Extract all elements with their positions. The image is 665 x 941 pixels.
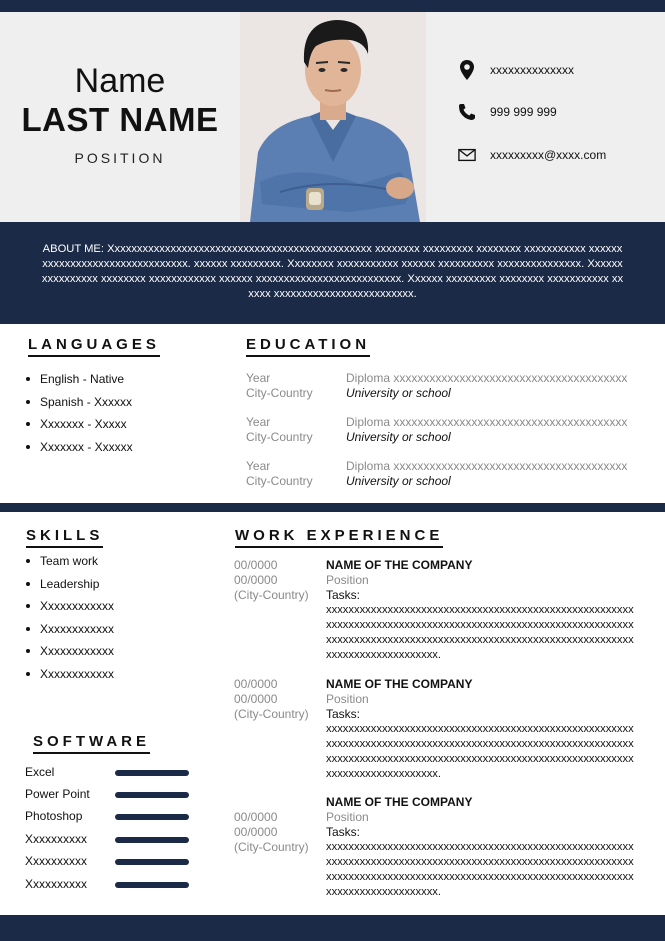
bottom-bar [0,915,665,941]
section-divider [0,503,665,512]
skills-list [24,553,204,688]
job-tasks-text: xxxxxxxxxxxxxxxxxxxxxxxxxxxxxxxxxxxxxxxxxxxxxxxxxxxxxxxxxxxxxxxxxxxxxxxxxxxxxxxxxxxxxxxxxxxxxxxxxxxxxxxxxxxxxxxxxxxxxxxxxxxxxxxxxxxxxxxxxxxxxxxxxxxxxxxxxxxxxxxxxxxxxxxxxxxxxxxxxxxxxxxxx. [326,841,634,898]
position-title: POSITION [74,150,166,166]
contact-email [458,146,658,164]
map-pin-icon [458,61,476,79]
languages-list [24,371,204,461]
list-item: Xxxxxxxxxxxx [24,621,204,644]
software-row [25,808,195,830]
software-row [25,853,195,875]
job-position: Position [326,692,369,706]
languages-title: LANGUAGES [28,336,160,357]
edu-diploma: Diploma xxxxxxxxxxxxxxxxxxxxxxxxxxxxxxxxxxxxxxx [346,459,628,473]
software-label: Photoshop [25,809,83,823]
edu-year: Year [246,415,271,429]
software-level-bar [115,814,189,820]
job-end: 00/0000 [234,573,278,587]
edu-year: Year [246,371,271,385]
list-item: English - Native [24,371,204,394]
job-company: NAME OF THE COMPANY [326,677,473,691]
software-row [25,786,195,808]
edu-school: University or school [346,386,451,400]
software-level-bar [115,770,189,776]
top-bar [0,0,665,12]
software-label: Xxxxxxxxxx [25,854,88,868]
phone-icon [458,103,476,121]
job-tasks-label: Tasks: [326,825,361,839]
software-label: Xxxxxxxxxx [25,832,88,846]
name-block [0,62,240,166]
job-tasks-text: xxxxxxxxxxxxxxxxxxxxxxxxxxxxxxxxxxxxxxxxxxxxxxxxxxxxxxxxxxxxxxxxxxxxxxxxxxxxxxxxxxxxxxxxxxxxxxxxxxxxxxxxxxxxxxxxxxxxxxxxxxxxxxxxxxxxxxxxxxxxxxxxxxxxxxxxxxxxxxxxxxxxxxxxxxxxxxxxxxxxxxxxx. [326,604,634,661]
list-item: Xxxxxxxxxxxx [24,666,204,689]
software-label: Excel [25,765,55,779]
contact-phone [458,103,658,121]
first-name: Name [74,62,166,100]
education-title: EDUCATION [246,336,370,357]
job-position: Position [326,573,369,587]
skills-title: SKILLS [26,527,103,548]
about-section [0,222,665,324]
job-location: (City-Country) [234,707,309,721]
job-tasks-text: xxxxxxxxxxxxxxxxxxxxxxxxxxxxxxxxxxxxxxxxxxxxxxxxxxxxxxxxxxxxxxxxxxxxxxxxxxxxxxxxxxxxxxxxxxxxxxxxxxxxxxxxxxxxxxxxxxxxxxxxxxxxxxxxxxxxxxxxxxxxxxxxxxxxxxxxxxxxxxxxxxxxxxxxxxxxxxxxxxxxxxxxx. [326,723,634,780]
software-row [25,876,195,898]
edu-school: University or school [346,474,451,488]
software-row [25,764,195,786]
software-level-bar [115,882,189,888]
job-start: 00/0000 [234,558,278,572]
list-item: Team work [24,553,204,576]
edu-location: City-Country [246,386,313,400]
edu-diploma: Diploma xxxxxxxxxxxxxxxxxxxxxxxxxxxxxxxxxxxxxxx [346,415,628,429]
job-company: NAME OF THE COMPANY [326,795,473,809]
software-level-bar [115,792,189,798]
list-item: Leadership [24,576,204,599]
list-item: Xxxxxxx - Xxxxxx [24,439,204,462]
job-end: 00/0000 [234,692,278,706]
job-location: (City-Country) [234,840,309,854]
edu-diploma: Diploma xxxxxxxxxxxxxxxxxxxxxxxxxxxxxxxxxxxxxxx [346,371,628,385]
edu-location: City-Country [246,474,313,488]
software-level-bar [115,859,189,865]
software-label: Xxxxxxxxxx [25,877,88,891]
job-tasks-label: Tasks: [326,707,361,721]
software-title: SOFTWARE [33,733,150,754]
edu-year: Year [246,459,271,473]
software-level-bar [115,837,189,843]
email-text: xxxxxxxxx@xxxx.com [490,148,607,162]
work-experience-title: WORK EXPERIENCE [235,527,443,548]
list-item: Xxxxxxx - Xxxxx [24,416,204,439]
software-label: Power Point [25,787,90,801]
address-text: xxxxxxxxxxxxxx [490,63,574,77]
list-item: Xxxxxxxxxxxx [24,643,204,666]
edu-school: University or school [346,430,451,444]
software-row [25,831,195,853]
list-item: Xxxxxxxxxxxx [24,598,204,621]
contact-address [458,61,658,79]
job-location: (City-Country) [234,588,309,602]
job-start: 00/0000 [234,810,278,824]
list-item: Spanish - Xxxxxx [24,394,204,417]
about-text: ABOUT ME: Xxxxxxxxxxxxxxxxxxxxxxxxxxxxxxxxxxxxxxxxxxxxxxx xxxxxxxx xxxxxxxxx xxxxxxxx xxxxxxxxxxx xxxxxx xxxxxxxxxxxxxxxxxxxxxxxxxx. xxxxxx xxxxxxxxx. Xxxxxxxx xxxxxxxxxxx xxxxxx xxxxxxxxxx xxxxxxxxxxxxxxx. Xxxxxx xxxxxxxxxx xxxxxxxx xxxxxxxxxxxx xxxxxx xxxxxxxxxxxxxxxxxxxxxxxxxx. Xxxxxx xxxxxxxxx xxxxxxxx xxxxxxxxxxx xxxxxx xxxxxxxxxxxxxxxxxxxxxxxxx. [41,243,624,300]
edu-location: City-Country [246,430,313,444]
envelope-icon [458,146,476,164]
phone-text: 999 999 999 [490,105,557,119]
job-company: NAME OF THE COMPANY [326,558,473,572]
job-tasks-label: Tasks: [326,588,361,602]
last-name: LAST NAME [21,101,219,138]
job-position: Position [326,810,369,824]
person-illustration [240,12,426,222]
job-end: 00/0000 [234,825,278,839]
job-start: 00/0000 [234,677,278,691]
profile-photo [240,12,426,222]
